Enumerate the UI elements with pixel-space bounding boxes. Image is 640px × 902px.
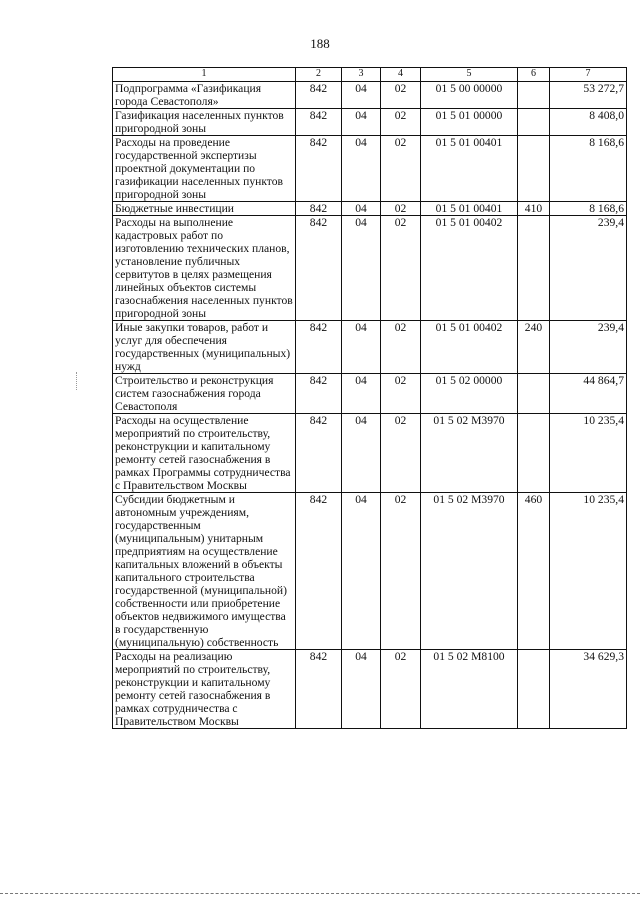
subsection-code: 02 [381, 493, 421, 650]
expense-type-code [518, 216, 550, 321]
row-name: Газификация населенных пунктов пригородной зоны [113, 109, 296, 136]
target-article-code: 01 5 01 00402 [421, 321, 518, 374]
section-code: 04 [342, 109, 381, 136]
section-code: 04 [342, 493, 381, 650]
row-name: Подпрограмма «Газификация города Севастополя» [113, 82, 296, 109]
target-article-code: 01 5 01 00401 [421, 136, 518, 202]
ministry-code: 842 [296, 109, 342, 136]
expense-type-code [518, 109, 550, 136]
margin-mark [76, 372, 78, 390]
row-name: Расходы на выполнение кадастровых работ по изготовлению технических планов, установление публичных сервитутов в целях размещения линейных объектов системы газоснабжения населенных пунктов пригородной зоны [113, 216, 296, 321]
table-row [113, 414, 627, 493]
subsection-code: 02 [381, 202, 421, 216]
expense-type-code [518, 650, 550, 729]
ministry-code: 842 [296, 136, 342, 202]
subsection-code: 02 [381, 109, 421, 136]
table-row [113, 109, 627, 136]
row-name: Расходы на проведение государственной экспертизы проектной документации по газификации населенных пунктов пригородной зоны [113, 136, 296, 202]
ministry-code: 842 [296, 493, 342, 650]
ministry-code: 842 [296, 321, 342, 374]
section-code: 04 [342, 136, 381, 202]
section-code: 04 [342, 321, 381, 374]
ministry-code: 842 [296, 650, 342, 729]
table-row [113, 136, 627, 202]
column-header: 1 [113, 68, 296, 82]
column-header: 5 [421, 68, 518, 82]
target-article-code: 01 5 01 00402 [421, 216, 518, 321]
table-header-row [113, 68, 627, 82]
row-name: Субсидии бюджетным и автономным учреждениям, государственным (муниципальным) унитарным предприятиям на осуществление капитальных вложений в объекты капитального строительства государственной (муниципальной) собственности или приобретение объектов недвижимого имущества в государственную (муниципальную) собственность [113, 493, 296, 650]
row-name: Расходы на осуществление мероприятий по строительству, реконструкции и капитальному ремонту сетей газоснабжения в рамках Программы сотрудничества с Правительством Москвы [113, 414, 296, 493]
target-article-code: 01 5 01 00401 [421, 202, 518, 216]
amount: 10 235,4 [550, 414, 627, 493]
table-row [113, 374, 627, 414]
ministry-code: 842 [296, 374, 342, 414]
budget-table [112, 67, 627, 729]
page-edge-line [0, 893, 640, 894]
table-row [113, 82, 627, 109]
table-row [113, 202, 627, 216]
page-number: 188 [310, 36, 330, 51]
expense-type-code: 240 [518, 321, 550, 374]
subsection-code: 02 [381, 321, 421, 374]
table-row [113, 493, 627, 650]
expense-type-code: 410 [518, 202, 550, 216]
subsection-code: 02 [381, 216, 421, 321]
amount: 8 408,0 [550, 109, 627, 136]
target-article-code: 01 5 02 М3970 [421, 493, 518, 650]
column-header: 6 [518, 68, 550, 82]
subsection-code: 02 [381, 414, 421, 493]
subsection-code: 02 [381, 136, 421, 202]
expense-type-code: 460 [518, 493, 550, 650]
amount: 10 235,4 [550, 493, 627, 650]
amount: 53 272,7 [550, 82, 627, 109]
expense-type-code [518, 136, 550, 202]
amount: 239,4 [550, 216, 627, 321]
amount: 34 629,3 [550, 650, 627, 729]
section-code: 04 [342, 216, 381, 321]
section-code: 04 [342, 374, 381, 414]
section-code: 04 [342, 414, 381, 493]
target-article-code: 01 5 02 00000 [421, 374, 518, 414]
ministry-code: 842 [296, 414, 342, 493]
table-row [113, 216, 627, 321]
subsection-code: 02 [381, 82, 421, 109]
ministry-code: 842 [296, 216, 342, 321]
table-row [113, 650, 627, 729]
section-code: 04 [342, 82, 381, 109]
expense-type-code [518, 82, 550, 109]
ministry-code: 842 [296, 202, 342, 216]
expense-type-code [518, 374, 550, 414]
target-article-code: 01 5 02 М8100 [421, 650, 518, 729]
subsection-code: 02 [381, 374, 421, 414]
target-article-code: 01 5 00 00000 [421, 82, 518, 109]
column-header: 3 [342, 68, 381, 82]
column-header: 7 [550, 68, 627, 82]
row-name: Иные закупки товаров, работ и услуг для обеспечения государственных (муниципальных) нужд [113, 321, 296, 374]
amount: 8 168,6 [550, 202, 627, 216]
amount: 44 864,7 [550, 374, 627, 414]
column-header: 4 [381, 68, 421, 82]
column-header: 2 [296, 68, 342, 82]
subsection-code: 02 [381, 650, 421, 729]
target-article-code: 01 5 01 00000 [421, 109, 518, 136]
row-name: Бюджетные инвестиции [113, 202, 296, 216]
target-article-code: 01 5 02 М3970 [421, 414, 518, 493]
row-name: Расходы на реализацию мероприятий по строительству, реконструкции и капитальному ремонту сетей газоснабжения в рамках сотрудничества с Правительством Москвы [113, 650, 296, 729]
amount: 8 168,6 [550, 136, 627, 202]
section-code: 04 [342, 650, 381, 729]
expense-type-code [518, 414, 550, 493]
ministry-code: 842 [296, 82, 342, 109]
section-code: 04 [342, 202, 381, 216]
table-row [113, 321, 627, 374]
row-name: Строительство и реконструкция систем газоснабжения города Севастополя [113, 374, 296, 414]
amount: 239,4 [550, 321, 627, 374]
